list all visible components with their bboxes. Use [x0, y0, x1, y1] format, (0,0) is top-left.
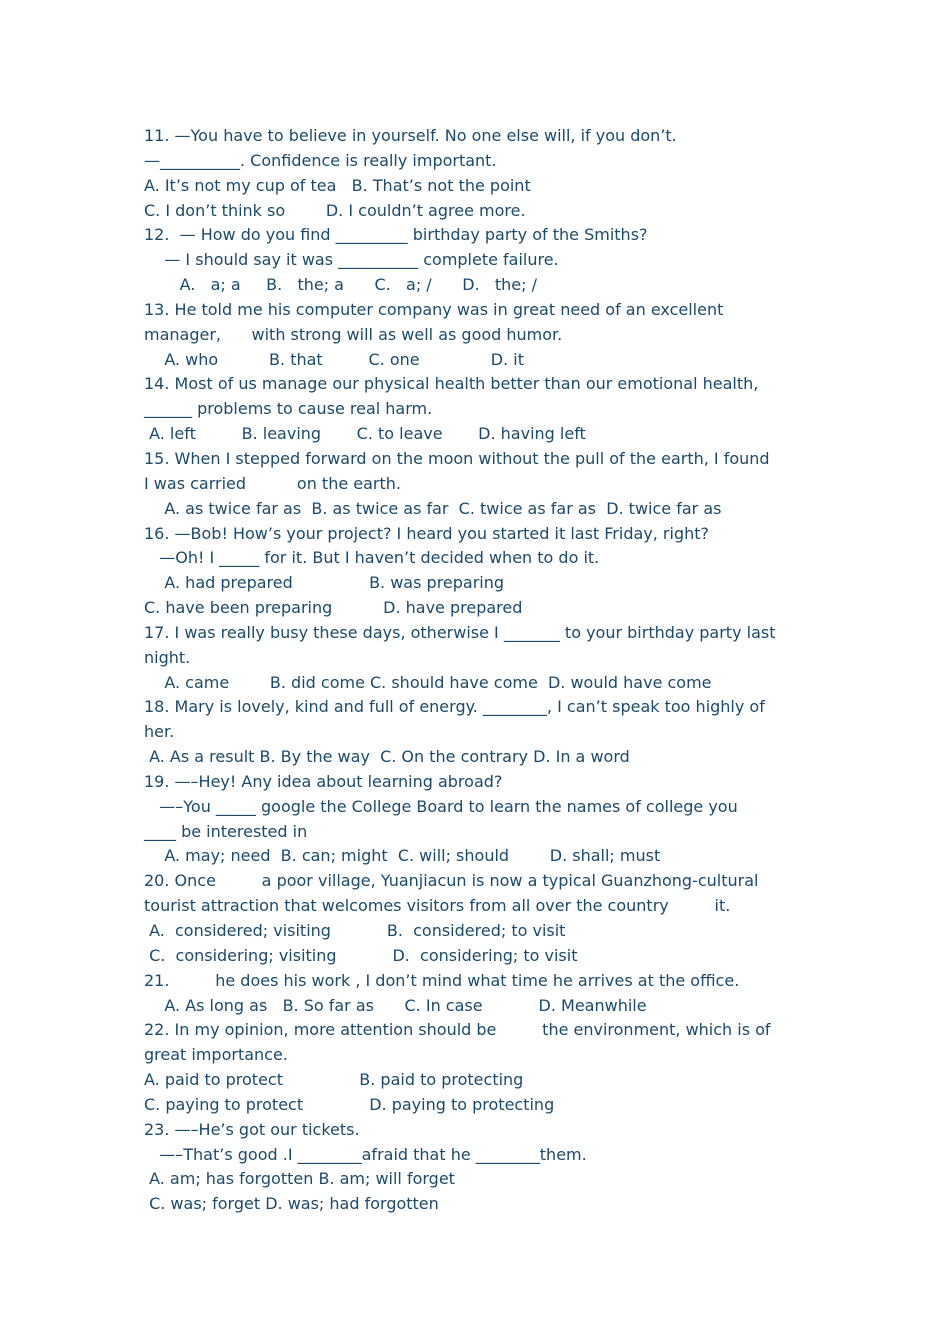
text-line: 21. he does his work , I don’t mind what time he arrives at the office. [144, 970, 740, 990]
text-line: A. As a result B. By the way C. On the contrary D. In a word [144, 747, 630, 767]
text-line: C. have been preparing D. have prepared [144, 598, 523, 618]
text-line: ____ be interested in [144, 821, 308, 841]
text-line: A. considered; visiting B. considered; to visit [144, 921, 566, 940]
text-line: ______ problems to cause real harm. [144, 399, 433, 419]
text-line: A. As long as B. So far as C. In case D. Meanwhile [144, 995, 647, 1015]
text-line: A. had prepared B. was preparing [144, 573, 505, 593]
text-line: C. I don’t think so D. I couldn’t agree more. [144, 200, 526, 220]
text-line: A. left B. leaving C. to leave D. having left [144, 424, 586, 444]
text-line: A. as twice far as B. as twice as far C. twice as far as D. twice far as [144, 498, 722, 518]
text-line: 11. —You have to believe in yourself. No one else will, if you don’t. [144, 126, 677, 145]
text-line: A. who B. that C. one D. it [144, 349, 524, 369]
text-line: —–You _____ google the College Board to learn the names of college you [144, 796, 738, 816]
text-line: 14. Most of us manage our physical health better than our emotional health, [144, 374, 759, 394]
text-line: 12. — How do you find _________ birthday party of the Smiths? [144, 225, 648, 245]
text-line: 20. Once a poor village, Yuanjiacun is now a typical Guanzhong-cultural [144, 871, 759, 891]
text-line: manager, with strong will as well as good humor. [144, 324, 563, 344]
text-line: I was carried on the earth. [144, 473, 401, 493]
text-line: 16. —Bob! How’s your project? I heard you started it last Friday, right? [144, 523, 710, 543]
text-line: A. came B. did come C. should have come D. would have come [144, 672, 712, 692]
text-line: A. may; need B. can; might C. will; should D. shall; must [144, 846, 661, 866]
text-line: C. considering; visiting D. considering; to visit [144, 945, 578, 965]
text-line: A. It’s not my cup of tea B. That’s not the point [144, 175, 531, 195]
text-line: A. a; a B. the; a C. a; / D. the; / [144, 275, 537, 295]
text-line: night. [144, 647, 191, 667]
document-page [144, 124, 814, 1217]
text-line: 13. He told me his computer company was in great need of an excellent [144, 299, 724, 319]
text-line: her. [144, 722, 175, 742]
text-line: C. paying to protect D. paying to protecting [144, 1094, 555, 1114]
text-line: 19. —–Hey! Any idea about learning abroad? [144, 771, 503, 791]
text-line: —–That’s good .I ________afraid that he ________them. [144, 1144, 587, 1164]
text-line: tourist attraction that welcomes visitors from all over the country it. [144, 896, 731, 916]
text-line: A. am; has forgotten B. am; will forget [144, 1169, 455, 1189]
text-line: great importance. [144, 1045, 288, 1065]
text-line: —__________. Confidence is really important. [144, 150, 497, 170]
text-line: —Oh! I _____ for it. But I haven’t decided when to do it. [144, 548, 600, 568]
text-line: 23. —–He’s got our tickets. [144, 1119, 360, 1139]
text-line: 18. Mary is lovely, kind and full of energy. ________, I can’t speak too highly of [144, 697, 765, 717]
text-line: C. was; forget D. was; had forgotten [144, 1194, 439, 1214]
text-line: 17. I was really busy these days, otherwise I _______ to your birthday party last [144, 622, 776, 642]
text-line: A. paid to protect B. paid to protecting [144, 1070, 524, 1090]
text-line: 22. In my opinion, more attention should be the environment, which is of [144, 1020, 771, 1040]
text-line: — I should say it was __________ complete failure. [144, 250, 559, 270]
text-line: 15. When I stepped forward on the moon without the pull of the earth, I found [144, 448, 770, 468]
